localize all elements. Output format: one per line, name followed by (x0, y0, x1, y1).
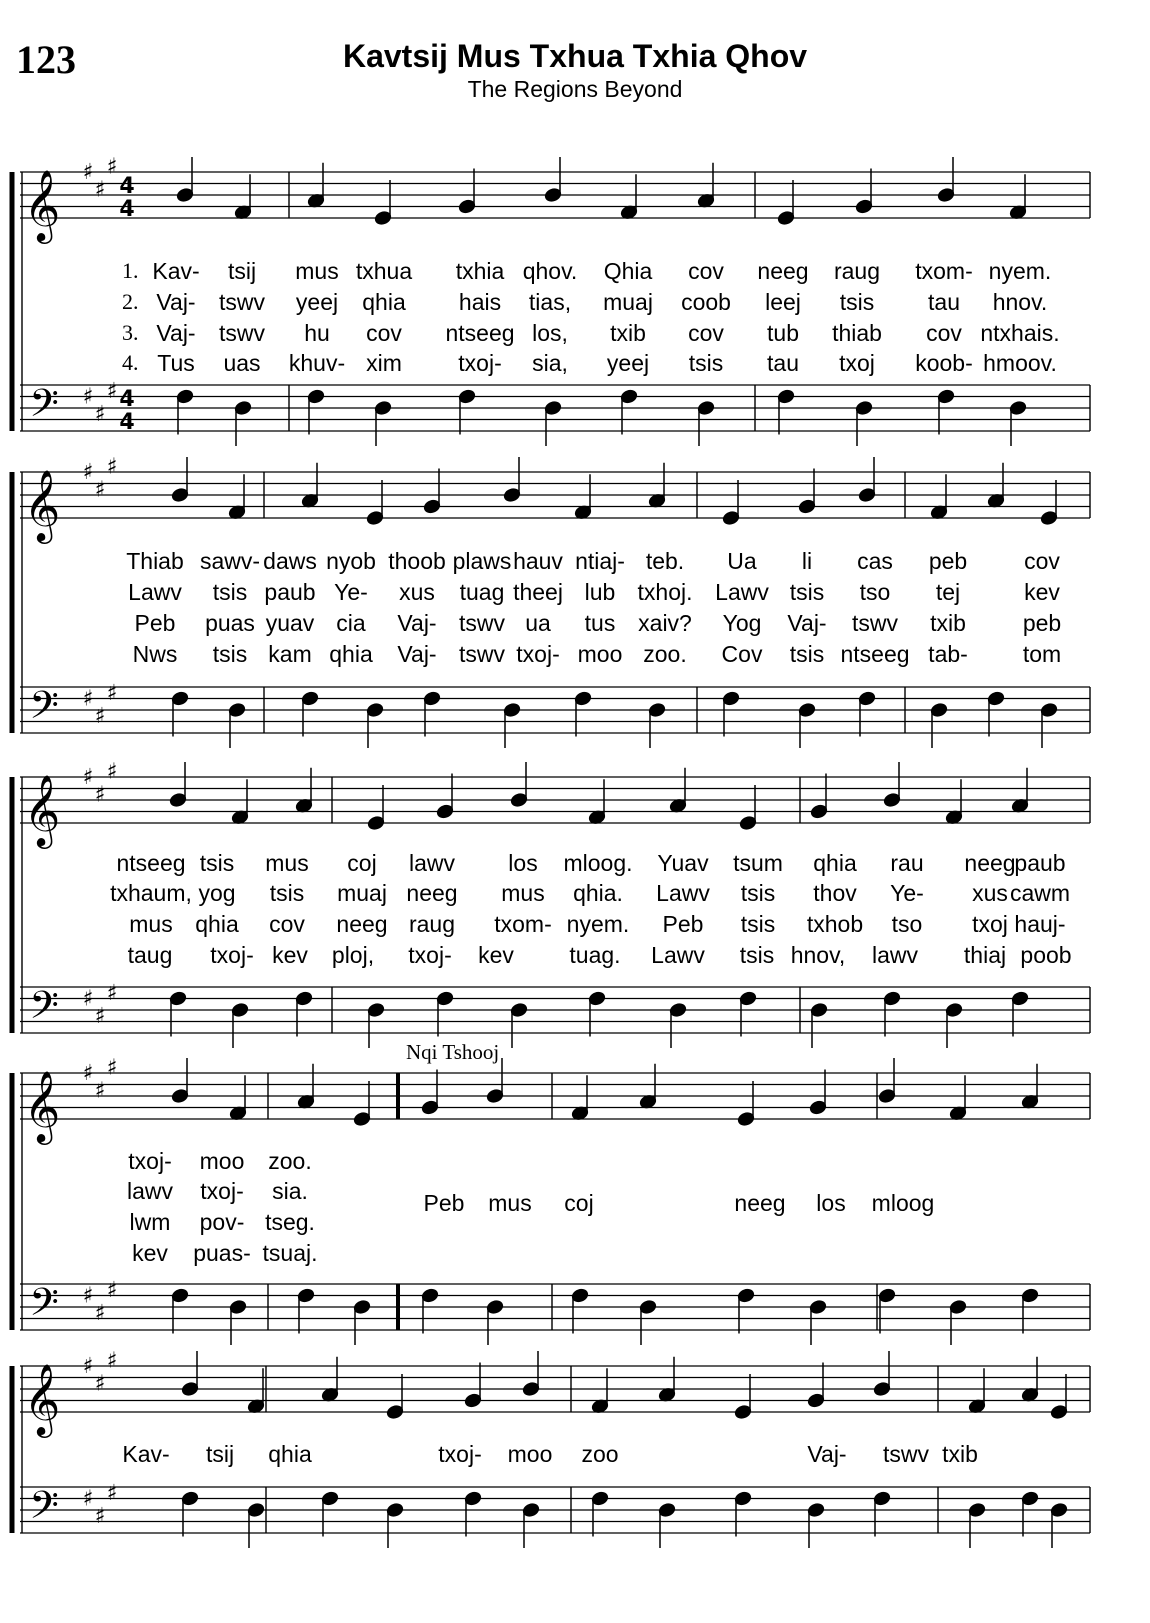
lyric-syllable: puas- (193, 1240, 251, 1266)
lyric-syllable: ntseeg (840, 641, 910, 667)
lyric-syllable: qhia (362, 289, 406, 315)
lyric-syllable: tuag (459, 579, 505, 605)
lyric-syllable: qhov. (522, 258, 578, 284)
lyric-syllable: cov (688, 258, 724, 284)
lyric-syllable: tau (767, 350, 799, 376)
lyric-syllable: peb (928, 548, 968, 574)
lyric-syllable: coob (681, 289, 731, 315)
lyric-syllable: tsis (740, 911, 776, 937)
bass-clef-icon: 𝄢 (29, 682, 59, 737)
lyric-syllable: tus (584, 610, 616, 636)
lyric-syllable: neeg (757, 258, 809, 284)
lyric-syllable: Vaj- (397, 641, 437, 667)
lyric-syllable: yeej (606, 350, 650, 376)
lyric-syllable: qhia (813, 850, 857, 876)
lyric-syllable: tsis (269, 880, 305, 906)
lyric-syllable: txhua (355, 258, 413, 284)
tempo-marking: Nqi Tshooj (406, 1040, 500, 1064)
lyric-syllable: cov (688, 320, 724, 346)
lyric-syllable: txoj- (408, 942, 452, 968)
lyric-syllable: qhia (329, 641, 373, 667)
lyric-syllable: tseg. (265, 1209, 315, 1235)
lyric-syllable: tsis (789, 579, 825, 605)
chorus-syllable: tswv (883, 1441, 929, 1467)
key-sharp-icon: ♯ (82, 1486, 94, 1512)
lyric-syllable: tsis (212, 579, 248, 605)
lyric-syllable: tsuaj. (262, 1240, 318, 1266)
chorus-syllable: Vaj- (807, 1441, 847, 1467)
lyric-syllable: tsis (212, 641, 248, 667)
lyric-syllable: ua (525, 610, 551, 636)
lyric-syllable: tswv (459, 641, 505, 667)
key-sharp-icon: ♯ (106, 378, 118, 404)
lyric-syllable: lawv (126, 1178, 174, 1204)
lyric-syllable: nyem. (988, 258, 1052, 284)
lyric-syllable: tej (935, 579, 961, 605)
lyric-syllable: Ua (727, 548, 757, 574)
lyric-syllable: cov (1024, 548, 1060, 574)
lyric-syllable: coj (347, 850, 377, 876)
lyric-syllable: cas (857, 548, 893, 574)
lyric-syllable: lawv (871, 942, 919, 968)
key-sharp-icon: ♯ (82, 1354, 94, 1379)
lyric-syllable: Lawv (128, 579, 182, 605)
lyric-syllable: rau (890, 850, 924, 876)
lyric-syllable: ntseeg (445, 320, 515, 346)
lyric-syllable: poob (1020, 942, 1072, 968)
lyric-syllable: tom (1022, 641, 1062, 667)
lyric-syllable: neeg (336, 911, 388, 937)
lyric-syllable: ntxhais. (980, 320, 1060, 346)
lyric-syllable: khuv- (288, 350, 346, 376)
chorus-syllable: txoj- (438, 1441, 482, 1467)
key-sharp-icon: ♯ (106, 1348, 118, 1374)
treble-clef-icon: 𝄞 (23, 168, 61, 241)
lyric-syllable: hu (304, 320, 330, 346)
key-sharp-icon: ♯ (94, 177, 106, 203)
key-sharp-icon: ♯ (106, 454, 118, 480)
lyric-syllable: thoob (388, 548, 446, 574)
treble-clef-icon: 𝄞 (23, 773, 61, 846)
lyric-syllable: sawv- (199, 548, 261, 574)
hymn-subtitle: The Regions Beyond (467, 76, 683, 102)
lyric-syllable: pov- (199, 1209, 245, 1235)
hymn-title: Kavtsij Mus Txhua Txhia Qhov (342, 38, 808, 74)
lyric-syllable: los (508, 850, 538, 876)
key-sharp-icon: ♯ (82, 1061, 94, 1086)
hymn-number: 123 (16, 37, 76, 82)
lyric-syllable: yog (198, 880, 236, 906)
lyric-syllable: lwm (129, 1209, 171, 1235)
treble-clef-icon: 𝄞 (23, 468, 61, 541)
lyric-syllable: mloog. (563, 850, 633, 876)
lyric-syllable: Vaj- (397, 610, 437, 636)
lyric-syllable: txhia (455, 258, 505, 284)
lyric-syllable: tswv (459, 610, 505, 636)
verse-number: 1. (122, 258, 139, 283)
lyric-syllable: tsis (688, 350, 724, 376)
key-sharp-icon: ♯ (94, 1371, 106, 1397)
key-sharp-icon: ♯ (82, 384, 94, 410)
lyric-syllable: qhia (195, 911, 239, 937)
lyric-syllable: tsis (789, 641, 825, 667)
lyric-syllable: cawm (1009, 880, 1071, 906)
lyric-syllable: leej (765, 289, 801, 315)
lyric-syllable: Nws (132, 641, 178, 667)
lyric-syllable: tias, (528, 289, 572, 315)
lyric-syllable: tsis (739, 942, 775, 968)
lyric-syllable: txom- (494, 911, 552, 937)
verse-number: 4. (122, 350, 139, 375)
lyric-syllable: thiab (832, 320, 882, 346)
lyric-syllable: mus (129, 911, 173, 937)
key-sharp-icon: ♯ (82, 1283, 94, 1309)
lyric-syllable: tsum (733, 850, 783, 876)
key-sharp-icon: ♯ (94, 1300, 106, 1326)
lyric-syllable: Ye- (890, 880, 924, 906)
treble-clef-icon: 𝄞 (23, 1069, 61, 1142)
lyric-syllable: tuag. (569, 942, 621, 968)
lyric-syllable: xus (972, 880, 1008, 906)
lyric-syllable: Peb (662, 911, 704, 937)
key-sharp-icon: ♯ (106, 1480, 118, 1506)
lyric-syllable: ntseeg (116, 850, 186, 876)
lyric-syllable: xaiv? (638, 610, 692, 636)
lyric-syllable: txhaum, (110, 880, 192, 906)
lyric-syllable: txoj (972, 911, 1008, 937)
time-signature: 4 (119, 387, 135, 412)
lyric-syllable: Ye- (334, 579, 368, 605)
lyric-syllable: kev (272, 942, 308, 968)
lyric-syllable: tswv (219, 320, 265, 346)
key-sharp-icon: ♯ (106, 759, 118, 785)
key-sharp-icon: ♯ (94, 401, 106, 427)
lyric-syllable: ntiaj- (575, 548, 625, 574)
lyric-syllable: cov (366, 320, 402, 346)
lyric-syllable: tau (928, 289, 960, 315)
lyric-syllable: puas (205, 610, 255, 636)
key-sharp-icon: ♯ (106, 154, 118, 180)
lyric-syllable: koob- (915, 350, 973, 376)
chorus-syllable: neeg (734, 1190, 786, 1216)
chorus-syllable: Peb (423, 1190, 465, 1216)
lyric-syllable: li (801, 548, 813, 574)
lyric-syllable: tsis (740, 880, 776, 906)
lyric-syllable: txhoj. (637, 579, 693, 605)
lyric-syllable: txib (930, 610, 966, 636)
lyric-syllable: txhob (806, 911, 864, 937)
chorus-syllable: moo (507, 1441, 553, 1467)
lyric-syllable: cov (269, 911, 305, 937)
lyric-syllable: neeg (964, 850, 1016, 876)
lyric-syllable: Tus (157, 350, 195, 376)
lyric-syllable: teb. (645, 548, 685, 574)
lyric-syllable: tso (891, 911, 923, 937)
lyric-syllable: tab- (928, 641, 968, 667)
lyric-syllable: muaj (603, 289, 653, 315)
lyric-syllable: kev (132, 1240, 168, 1266)
lyric-syllable: kam (268, 641, 312, 667)
lyric-syllable: Lawv (715, 579, 769, 605)
lyric-syllable: sia, (532, 350, 568, 376)
key-sharp-icon: ♯ (106, 680, 118, 706)
lyric-syllable: txoj (839, 350, 875, 376)
key-sharp-icon: ♯ (94, 1078, 106, 1104)
lyric-syllable: hmoov. (983, 350, 1057, 376)
lyric-syllable: xus (399, 579, 435, 605)
lyric-syllable: tsis (199, 850, 235, 876)
lyric-syllable: nyem. (566, 911, 630, 937)
lyric-syllable: Yog (722, 610, 762, 636)
key-sharp-icon: ♯ (106, 1055, 118, 1081)
key-sharp-icon: ♯ (82, 765, 94, 790)
lyric-syllable: txib (610, 320, 646, 346)
verse-number: 3. (122, 320, 139, 345)
lyric-syllable: peb (1022, 610, 1062, 636)
lyric-syllable: txoj- (200, 1178, 244, 1204)
lyric-syllable: nyob (326, 548, 376, 574)
chorus-syllable: mloog (871, 1190, 935, 1216)
lyric-syllable: txoj- (458, 350, 502, 376)
lyric-syllable: txoj- (210, 942, 254, 968)
lyric-syllable: txoj- (516, 641, 560, 667)
lyric-syllable: tso (859, 579, 891, 605)
lyric-syllable: lub (584, 579, 616, 605)
lyric-syllable: Qhia (603, 258, 653, 284)
lyric-syllable: thiaj (963, 942, 1007, 968)
lyric-syllable: mus (265, 850, 309, 876)
chorus-syllable: mus (488, 1190, 532, 1216)
time-signature: 4 (119, 410, 135, 435)
treble-clef-icon: 𝄞 (23, 1362, 61, 1435)
lyric-syllable: lawv (408, 850, 456, 876)
bass-clef-icon: 𝄢 (29, 1482, 59, 1537)
lyric-syllable: ploj, (331, 942, 375, 968)
lyric-syllable: paub (264, 579, 316, 605)
lyric-syllable: hnov. (992, 289, 1048, 315)
lyric-syllable: Yuav (657, 850, 709, 876)
key-sharp-icon: ♯ (82, 986, 94, 1012)
lyric-syllable: hais (458, 289, 502, 315)
time-signature: 4 (119, 197, 135, 222)
lyric-syllable: hauj- (1014, 911, 1066, 937)
lyric-syllable: plaws (452, 548, 512, 574)
lyric-syllable: txom- (915, 258, 973, 284)
lyric-syllable: cov (926, 320, 962, 346)
lyric-syllable: Thiab (126, 548, 184, 574)
chorus-syllable: Kav- (122, 1441, 170, 1467)
lyric-syllable: zoo. (643, 641, 687, 667)
lyric-syllable: cia (336, 610, 366, 636)
lyric-syllable: moo (199, 1148, 245, 1174)
key-sharp-icon: ♯ (82, 160, 94, 185)
lyric-syllable: Lawv (651, 942, 705, 968)
key-sharp-icon: ♯ (106, 980, 118, 1006)
key-sharp-icon: ♯ (94, 703, 106, 729)
lyric-syllable: muaj (337, 880, 387, 906)
lyric-syllable: neeg (406, 880, 458, 906)
lyric-syllable: Cov (721, 641, 763, 667)
lyric-syllable: txoj- (128, 1148, 172, 1174)
key-sharp-icon: ♯ (82, 460, 94, 485)
lyric-syllable: tswv (852, 610, 898, 636)
lyric-syllable: kev (1024, 579, 1060, 605)
lyric-syllable: theej (513, 579, 563, 605)
key-sharp-icon: ♯ (106, 1277, 118, 1303)
lyric-syllable: mus (501, 880, 545, 906)
lyric-syllable: los, (532, 320, 568, 346)
lyric-syllable: tsis (839, 289, 875, 315)
chorus-syllable: los (816, 1190, 846, 1216)
lyric-syllable: uas (223, 350, 261, 376)
lyric-syllable: zoo. (268, 1148, 312, 1174)
lyric-syllable: kev (478, 942, 514, 968)
lyric-syllable: hauv (513, 548, 563, 574)
chorus-syllable: tsij (205, 1441, 235, 1467)
lyric-syllable: xim (366, 350, 402, 376)
lyric-syllable: yeej (295, 289, 339, 315)
key-sharp-icon: ♯ (94, 782, 106, 808)
bass-clef-icon: 𝄢 (29, 380, 59, 435)
lyric-syllable: Vaj- (156, 289, 196, 315)
time-signature: 4 (119, 174, 135, 199)
lyric-syllable: yuav (265, 610, 315, 636)
lyric-syllable: paub (1014, 850, 1066, 876)
verse-number: 2. (122, 289, 139, 314)
lyric-syllable: tub (767, 320, 799, 346)
lyric-syllable: raug (408, 911, 456, 937)
chorus-syllable: qhia (268, 1441, 312, 1467)
lyric-syllable: Lawv (656, 880, 710, 906)
lyric-syllable: moo (577, 641, 623, 667)
chorus-syllable: zoo (581, 1441, 619, 1467)
lyric-syllable: qhia. (573, 880, 623, 906)
lyric-syllable: sia. (272, 1178, 308, 1204)
lyric-syllable: taug (127, 942, 173, 968)
lyric-syllable: Vaj- (156, 320, 196, 346)
chorus-syllable: coj (564, 1190, 594, 1216)
lyric-syllable: daws (263, 548, 317, 574)
lyric-syllable: raug (833, 258, 881, 284)
lyric-syllable: tsij (227, 258, 257, 284)
bass-clef-icon: 𝄢 (29, 982, 59, 1037)
chorus-syllable: txib (942, 1441, 978, 1467)
lyric-syllable: thov (813, 880, 857, 906)
key-sharp-icon: ♯ (94, 1503, 106, 1529)
key-sharp-icon: ♯ (82, 686, 94, 712)
lyric-syllable: Kav- (152, 258, 200, 284)
bass-clef-icon: 𝄢 (29, 1279, 59, 1334)
key-sharp-icon: ♯ (94, 1003, 106, 1029)
lyric-syllable: tswv (219, 289, 265, 315)
lyric-syllable: Peb (134, 610, 176, 636)
lyric-syllable: Vaj- (787, 610, 827, 636)
key-sharp-icon: ♯ (94, 477, 106, 503)
lyric-syllable: hnov, (790, 942, 846, 968)
lyric-syllable: mus (295, 258, 339, 284)
